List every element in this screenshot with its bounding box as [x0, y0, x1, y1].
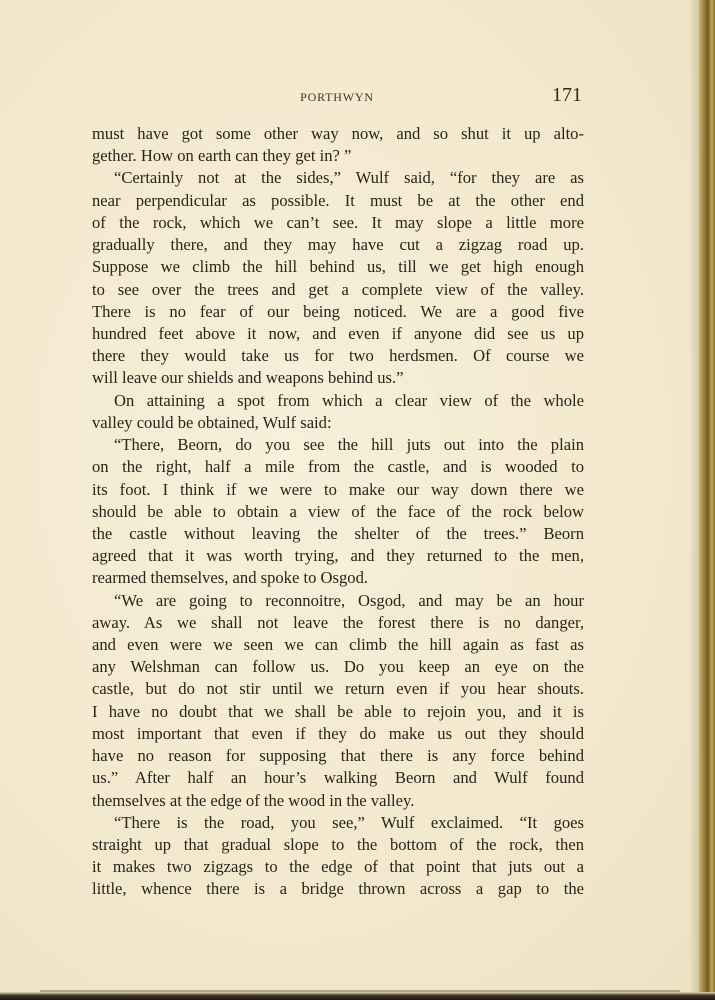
text-line: “There is the road, you see,” Wulf exclaimed. “It goes [114, 812, 584, 832]
page-number: 171 [552, 84, 582, 106]
running-title: PORTHWYN [300, 90, 374, 104]
text-line: “Certainly not at the sides,” Wulf said, “for they are as [114, 168, 584, 188]
text-line: I have no doubt that we shall be able to rejoin you, and it is [92, 701, 584, 721]
text-line: Suppose we climb the hill behind us, till we get high enough [92, 257, 584, 277]
text-line: castle, but do not stir until we return even if you hear shouts. [92, 679, 584, 699]
text-line: of the rock, which we can’t see. It may slope a little more [92, 212, 584, 232]
text-line: should be able to obtain a view of the face of the rock below [92, 501, 584, 521]
book-spine-edge [699, 0, 715, 1000]
text-line: must have got some other way now, and so shut it up alto- [92, 124, 584, 143]
text-line: valley could be obtained, Wulf said: [92, 412, 332, 432]
text-line: little, whence there is a bridge thrown across a gap to the [92, 879, 584, 899]
text-line: us.” After half an hour’s walking Beorn and Wulf found [92, 768, 584, 788]
text-line: there they would take us for two herdsmen. Of course we [92, 346, 584, 366]
text-line: straight up that gradual slope to the bottom of the rock, then [92, 835, 584, 854]
text-line: hundred feet above it now, and even if anyone did see us up [92, 323, 584, 343]
text-line: any Welshman can follow us. Do you keep an eye on the [92, 657, 584, 677]
text-line: There is no fear of our being noticed. We are a good five [92, 301, 584, 321]
text-line: “There, Beorn, do you see the hill juts out into the plain [114, 435, 584, 455]
text-line: have no reason for supposing that there is any force behind [92, 746, 584, 766]
text-line: and even were we seen we can climb the hill again as fast as [92, 635, 584, 655]
text-line: “We are going to reconnoitre, Osgod, and may be an hour [114, 590, 584, 610]
text-line: away. As we shall not leave the forest there is no danger, [92, 612, 584, 632]
page-bottom-edge [0, 992, 715, 1000]
text-line: rearmed themselves, and spoke to Osgod. [92, 568, 369, 588]
running-header [92, 84, 582, 110]
text-line: agreed that it was worth trying, and they returned to the men, [92, 546, 584, 566]
text-line: it makes two zigzags to the edge of that point that juts out a [92, 857, 584, 877]
text-line: to see over the trees and get a complete view of the valley. [92, 279, 584, 299]
text-line: gether. How on earth can they get in? ” [92, 146, 352, 166]
text-line: most important that even if they do make us out they should [92, 723, 584, 743]
text-line: gradually there, and they may have cut a zigzag road up. [92, 235, 584, 255]
text-line: themselves at the edge of the wood in the valley. [92, 790, 415, 810]
body-text [92, 123, 584, 901]
gutter-shadow [689, 0, 699, 1000]
text-line: On attaining a spot from which a clear view of the whole [114, 390, 584, 410]
text-line: on the right, half a mile from the castle, and is wooded to [92, 457, 584, 477]
text-line: the castle without leaving the shelter of the trees.” Beorn [92, 523, 584, 543]
text-line: will leave our shields and weapons behind us.” [92, 368, 404, 388]
text-line: its foot. I think if we were to make our way down there we [92, 479, 584, 499]
text-line: near perpendicular as possible. It must be at the other end [92, 190, 584, 210]
